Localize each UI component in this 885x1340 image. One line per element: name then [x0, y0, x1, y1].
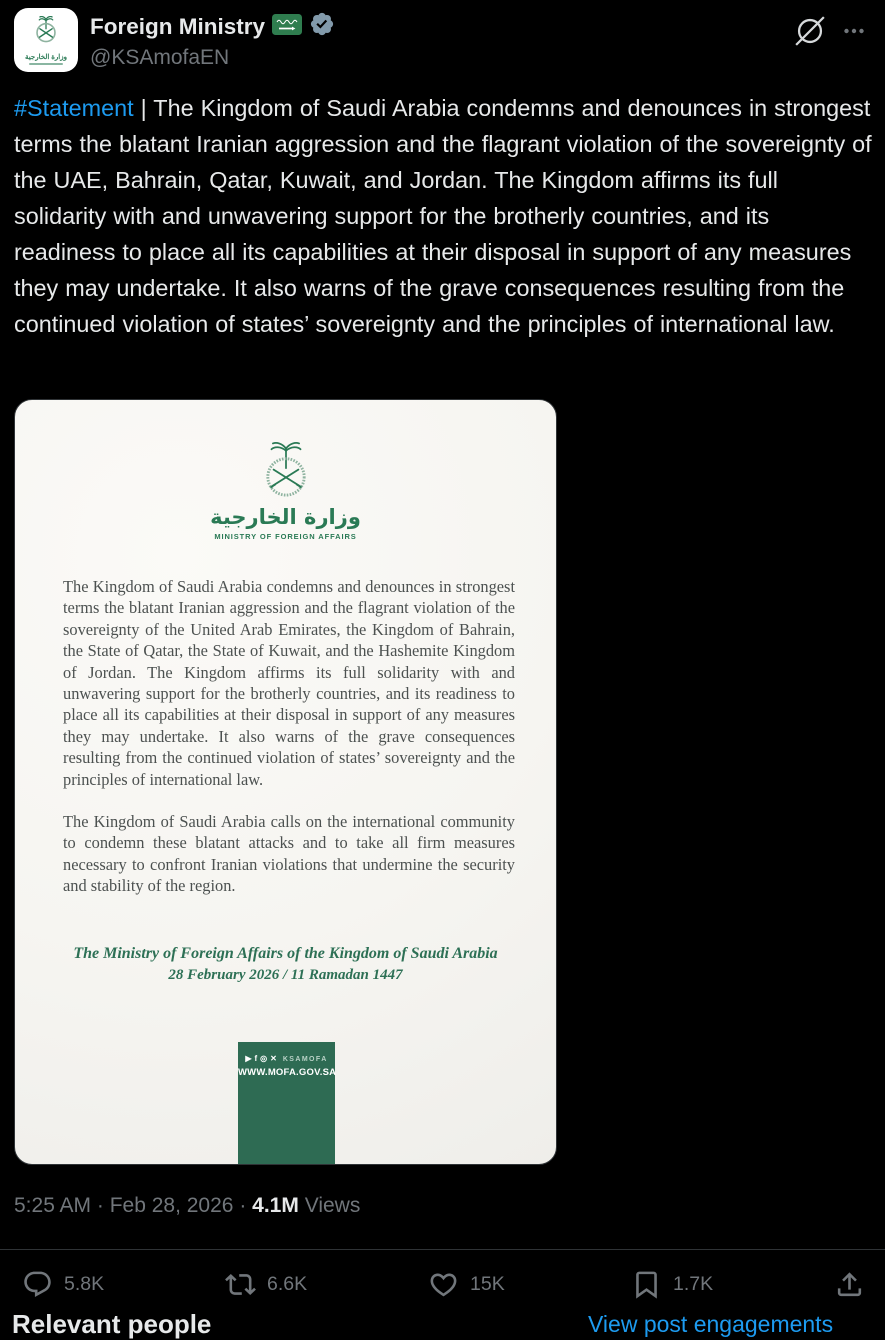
facebook-icon: f [254, 1054, 258, 1063]
views-count: 4.1M [252, 1194, 299, 1217]
reply-count: 5.8K [64, 1272, 105, 1295]
ministry-emblem-icon [31, 16, 61, 53]
footer-band [238, 1042, 335, 1164]
timestamp: 5:25 AM · Feb 28, 2026 [14, 1194, 234, 1217]
relevant-people-heading: Relevant people [12, 1309, 212, 1339]
action-bar [0, 1258, 885, 1310]
reply-button[interactable] [22, 1258, 104, 1310]
author-name[interactable]: Foreign Ministry [90, 14, 266, 39]
views-label: Views [304, 1194, 361, 1217]
x-icon: ✕ [270, 1054, 277, 1063]
author-block [90, 11, 335, 70]
author-handle[interactable]: @KSAmofaEN [90, 46, 230, 69]
avatar-arabic-text: وزارة الخارجية [25, 53, 67, 61]
footer-website: WWW.MOFA.GOV.SA [238, 1067, 337, 1078]
mofa-arabic-title: وزارة الخارجية [210, 505, 361, 529]
like-button[interactable] [428, 1258, 505, 1310]
mofa-logo-block [15, 442, 556, 541]
statement-signature [15, 945, 556, 984]
instagram-icon: ◎ [260, 1054, 268, 1063]
hashtag-link[interactable]: #Statement [14, 95, 134, 121]
tweet-meta [14, 1194, 360, 1218]
youtube-icon: ▶ [245, 1054, 252, 1063]
signature-line: The Ministry of Foreign Affairs of the Kingdom of Saudi Arabia [73, 945, 498, 962]
mofa-emblem-icon [15, 442, 556, 506]
avatar[interactable] [14, 8, 78, 72]
view-post-engagements-link[interactable]: View post engagements [588, 1311, 834, 1337]
statement-paragraph-1: The Kingdom of Saudi Arabia condemns and denounces in strongest terms the blatant Iranian aggression and the flagrant violation of the sovereignty of the United Arab Emirates, the Kingdom of Bahrain, the State of Qatar, the State of Kuwait, and the Hashemite Kingdom of Jordan. The Kingdom affirms its full solidarity with and unwavering support for the brotherly countries, and its readiness to place all its capabilities at their disposal in support of any measures they may undertake. It also warns of the grave consequences resulting from the continued violation of states’ sovereignty and the principles of international law. [63, 577, 515, 789]
bookmark-button[interactable] [631, 1258, 713, 1310]
avatar-caption-line [29, 63, 63, 65]
heart-icon [428, 1269, 459, 1300]
bookmark-icon [631, 1269, 662, 1300]
meta-separator: · [239, 1194, 247, 1217]
statement-paragraph-2: The Kingdom of Saudi Arabia calls on the international community to condemn these blatant attacks and to take all firm measures necessary to confront Iranian violations that undermine the security and stability of the region. [63, 812, 515, 896]
footer-social-handle: KSAMOFA [282, 1055, 328, 1063]
reply-icon [22, 1269, 53, 1300]
more-dots-icon [840, 30, 868, 47]
repost-button[interactable] [225, 1258, 307, 1310]
verified-badge-icon [309, 11, 335, 42]
bookmark-count: 1.7K [673, 1272, 714, 1295]
repost-count: 6.6K [267, 1272, 308, 1295]
more-button[interactable] [840, 19, 868, 43]
saudi-flag-badge-icon [272, 14, 302, 40]
mofa-english-title: MINISTRY OF FOREIGN AFFAIRS [214, 532, 357, 541]
divider [0, 1249, 885, 1250]
tweet-text [14, 90, 872, 342]
like-count: 15K [470, 1272, 505, 1295]
signature-date: 28 February 2026 / 11 Ramadan 1447 [168, 967, 403, 983]
statement-body [63, 576, 515, 918]
tweet-body-text: | The Kingdom of Saudi Arabia condemns and denounces in strongest terms the blatant Iranian aggression and the flagrant violation of the sovereignty of the UAE, Bahrain, Qatar, Kuwait, and Jordan. The Kingdom affirms its full solidarity with and unwavering support for the brotherly countries, and its readiness to place all its capabilities at their disposal in support of any measures they may undertake. It also warns of the grave consequences resulting from the continued violation of states’ sovereignty and the principles of international law. [14, 95, 872, 337]
grok-actions-button[interactable] [794, 15, 826, 47]
statement-image[interactable] [14, 399, 557, 1165]
share-button[interactable] [834, 1258, 865, 1310]
repost-icon [225, 1269, 256, 1300]
share-icon [834, 1269, 865, 1300]
grok-icon [794, 34, 826, 51]
